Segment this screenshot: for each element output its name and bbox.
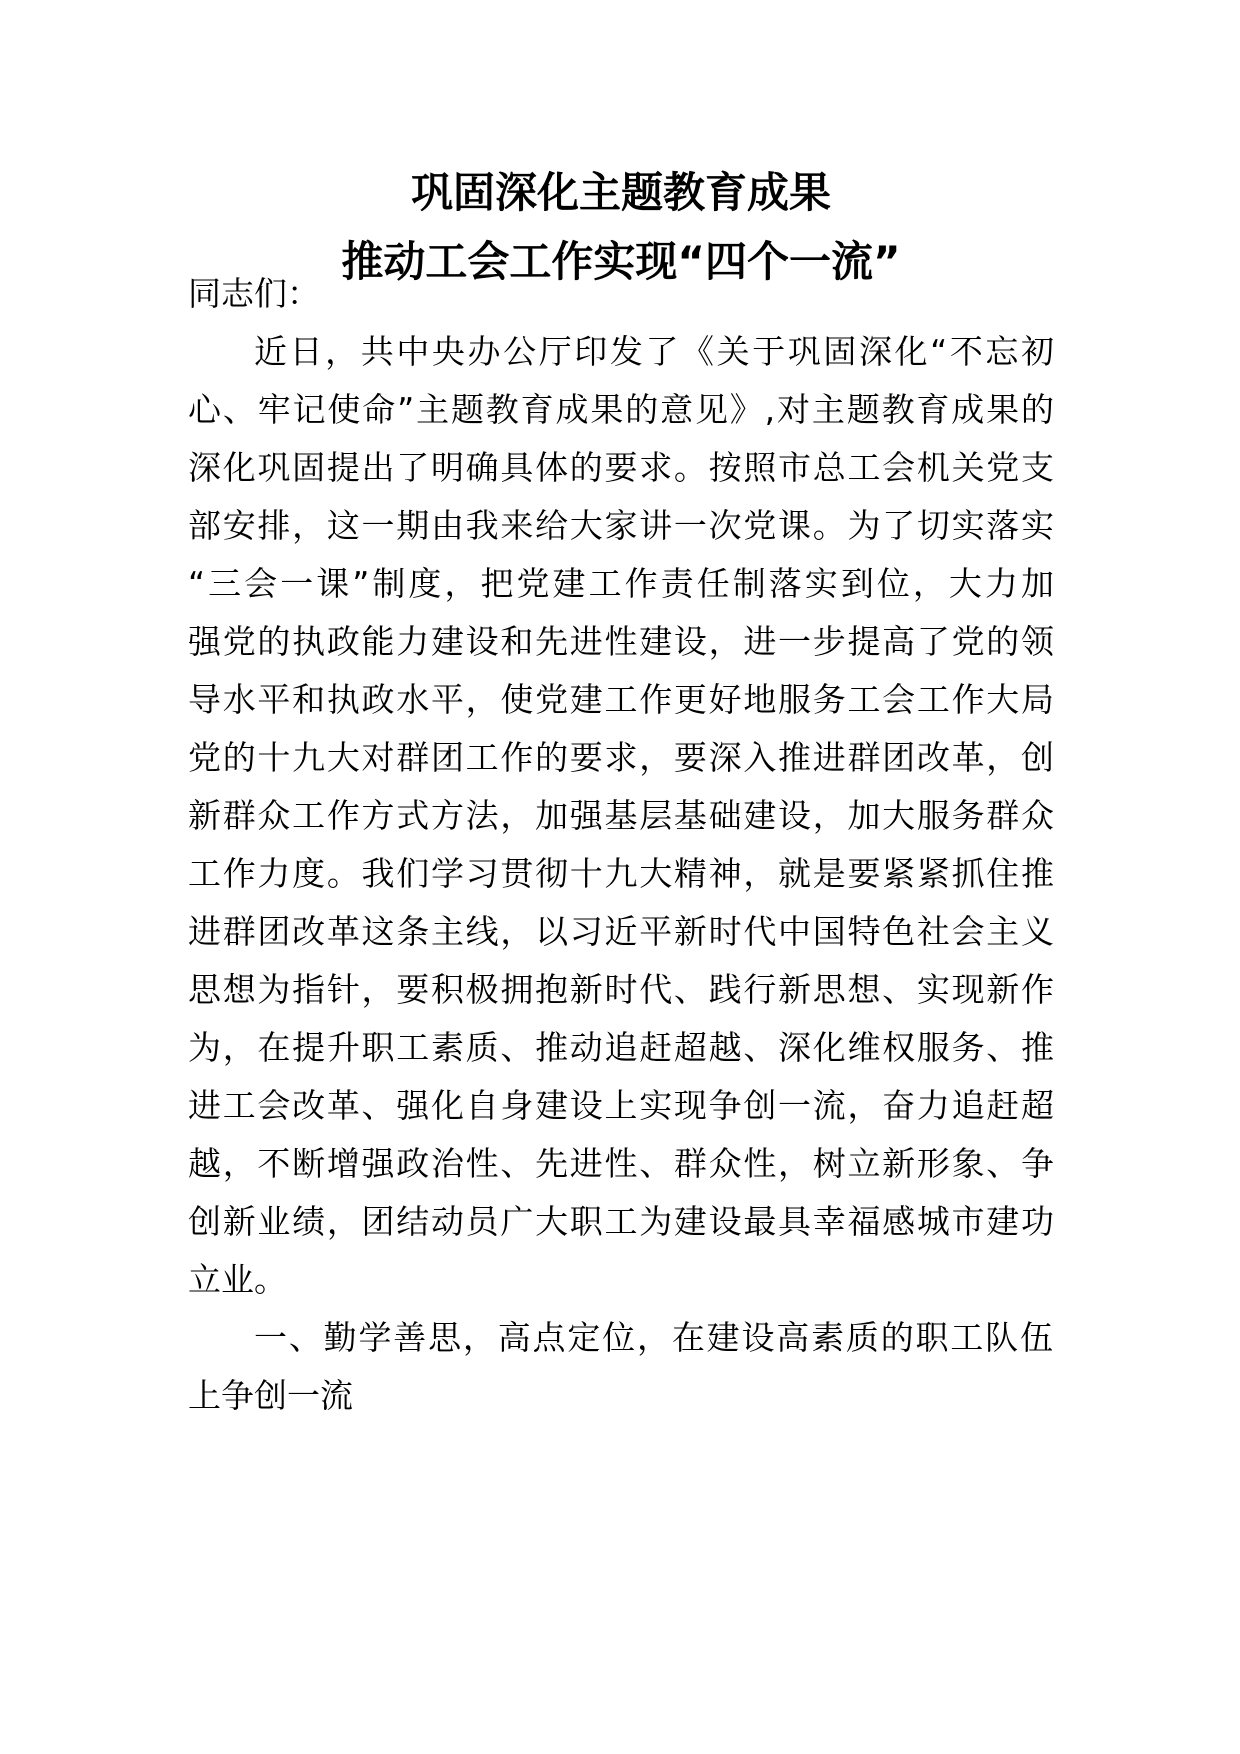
body-line: “三会一课”制度，把党建工作责任制落实到位，大力加: [188, 564, 1054, 603]
body-line: 越，不断增强政治性、先进性、群众性，树立新形象、争: [188, 1144, 1054, 1183]
body-line: 强党的执政能力建设和先进性建设，进一步提高了党的领: [188, 622, 1054, 661]
body-line: 为，在提升职工素质、推动追赶超越、深化维权服务、推: [188, 1028, 1054, 1067]
section-heading-line-2: 上争创一流: [188, 1376, 353, 1415]
body-line: 工作力度。我们学习贯彻十九大精神，就是要紧紧抓住推: [188, 854, 1054, 893]
body-line: 党的十九大对群团工作的要求，要深入推进群团改革，创: [188, 738, 1054, 777]
body-line: 进工会改革、强化自身建设上实现争创一流，奋力追赶超: [188, 1086, 1054, 1125]
salutation: 同志们：: [188, 274, 320, 313]
document-page: [188, 0, 1054, 1754]
body-line: 新群众工作方式方法，加强基层基础建设，加大服务群众: [188, 796, 1054, 835]
body-line: 心、牢记使命”主题教育成果的意见》,对主题教育成果的: [188, 390, 1054, 429]
body-line: 思想为指针，要积极拥抱新时代、践行新思想、实现新作: [188, 970, 1054, 1009]
body-line: 深化巩固提出了明确具体的要求。按照市总工会机关党支: [188, 448, 1054, 487]
document-title-line-2: 推动工会工作实现“四个一流”: [341, 237, 901, 286]
body-line: 立业。: [188, 1260, 287, 1299]
document-title-line-1: 巩固深化主题教育成果: [410, 168, 831, 217]
body-line: 创新业绩，团结动员广大职工为建设最具幸福感城市建功: [188, 1202, 1054, 1241]
body-line: 导水平和执政水平，使党建工作更好地服务工会工作大局: [188, 680, 1054, 719]
body-line: 部安排，这一期由我来给大家讲一次党课。为了切实落实: [188, 506, 1054, 545]
body-line: 近日，共中央办公厅印发了《关于巩固深化“不忘初: [254, 332, 1054, 371]
body-line: 进群团改革这条主线，以习近平新时代中国特色社会主义: [188, 912, 1054, 951]
section-heading-line-1: 一、勤学善思，高点定位，在建设高素质的职工队伍: [254, 1318, 1054, 1357]
